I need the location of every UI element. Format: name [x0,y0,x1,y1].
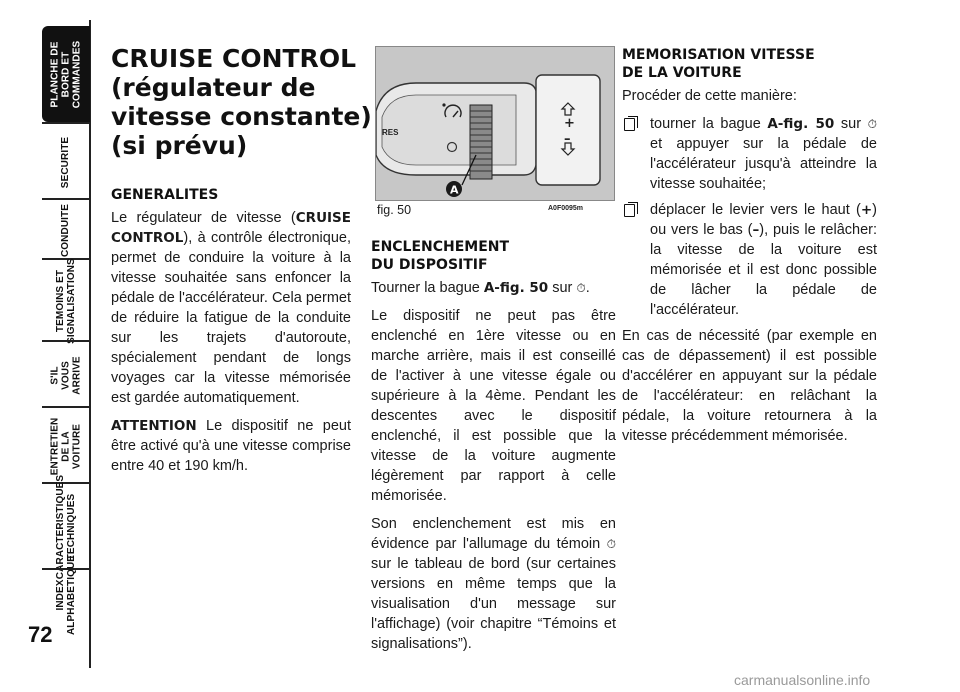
title-line: CRUISE CONTROL [111,44,356,73]
text-run: ) ou vers le bas ( [650,202,877,238]
memorisation-intro: Procéder de cette manière: [622,88,797,104]
tab-label: PLANCHE DE BORD ET COMMANDES [49,40,83,108]
text-run: Tourner la bague [371,280,484,296]
figure-reference: A-fig. 50 [767,116,835,132]
text-run: déplacer le levier vers le haut ( [650,202,861,218]
watermark-logo: carmanualsonline.info [734,672,871,688]
checkbox-bullet-icon [624,118,635,131]
section-heading: ENCLENCHEMENT [371,239,510,255]
enclenchement-paragraph [371,514,616,654]
attention-paragraph [111,416,351,476]
attention-label: ATTENTION [111,418,197,434]
memorisation-paragraph: En cas de nécessité (par exemple en cas de dépassement) il est possible d'accélérer en appuyant sur la pédale de l'accélérateur: en relâchant la pédale, la voiture retournera à la vitesse précédemment mémorisée. [622,328,877,444]
list-item [622,200,877,320]
tab-label: TEMOINS ET SIGNALISATIONS [55,258,78,344]
tab-securite[interactable] [42,122,90,200]
tab-label: CARACTERISTIQUES TECHNIQUES [55,474,78,580]
tab-label: INDEX ALPHABETIQUE [55,554,77,636]
tab-index[interactable] [42,554,90,636]
memorisation-section [622,46,877,454]
text-run: sur [834,116,868,132]
tab-label: S'IL VOUS ARRIVE [49,355,83,395]
callout-a: A [450,183,459,197]
page-title [111,44,372,160]
enclenchement-section [371,238,616,662]
text-run: ), à contrôle électronique, permet de conduire la voiture à la vitesse souhaitée sans enfoncer la pédale de l'accélérateur. Cela permet de réduire la fatigue de la conduite sur les trajets d'autoroute, spécialement pendant de longs voyages car la vitesse mémorisée est gardée automatiquement. [111,230,351,406]
text-run: sur [548,280,577,296]
title-line: vitesse constante) [111,102,372,131]
attention-text: Le dispositif ne peut être activé qu'à une vitesse comprise entre 40 et 190 km/h. [111,418,351,474]
bold-term: CRUISE CONTROL [111,210,351,246]
title-line: (régulateur de [111,73,316,102]
generalites-section [111,186,351,484]
plus-symbol: + [860,202,873,218]
speedometer-icon: ⏱ [867,117,878,131]
minus-symbol: – [752,222,760,238]
section-heading: DE LA VOITURE [622,65,742,81]
speedometer-icon: ⏱ [576,281,586,295]
figure-code: A0F0095m [548,205,584,212]
section-heading: DU DISPOSITIF [371,257,488,273]
tab-label: SECURITE [60,136,72,188]
enclenchement-paragraph [371,278,616,298]
text-run: tourner la bague [650,116,768,132]
figure-caption: fig. 50 [377,203,412,217]
section-heading: MEMORISATION VITESSE [622,47,815,63]
figure-reference: A-fig. 50 [483,280,549,296]
title-line: (si prévu) [111,131,248,160]
tab-label: CONDUITE [60,203,72,257]
text-run: Le régulateur de vitesse ( [111,210,296,226]
tab-conduite[interactable] [42,198,90,260]
text-run: et appuyer sur la pédale de l'accélérateur jusqu'à atteindre la vitesse souhaitée; [650,136,877,192]
memorisation-steps [622,114,877,320]
res-label: RES [382,128,399,137]
cruise-lever-figure [375,46,615,201]
minus-label: – [564,132,571,147]
list-item [622,114,877,194]
tab-entretien[interactable] [42,406,90,484]
section-heading: GENERALITES [111,187,219,203]
text-run: . [585,280,590,296]
tab-label: ENTRETIEN DE LA VOITURE [49,417,83,475]
plus-label: + [564,116,575,131]
speedometer-icon: ⏱ [606,537,616,551]
generalites-paragraph [111,208,351,408]
enclenchement-paragraph: Le dispositif ne peut pas être enclenché en 1ère vitesse ou en marche arrière, mais il est conseillé de l'activer à une vitesse égale ou supérieure à la 4ème. Pendant les descentes avec le dispositif enclenché, il est possible que la vitesse de la voiture augmente légèrement par rapport à celle mémorisée. [371,308,616,504]
tab-sil-vous-arrive[interactable] [42,340,90,408]
text-run: Son enclenchement est mis en évidence par l'allumage du témoin [371,516,616,552]
checkbox-bullet-icon [624,204,635,217]
text-run: sur le tableau de bord (sur certaines versions en même temps que la visualisation d'un message sur l'affichage) (voir chapitre “Témoins et signalisations”). [371,556,616,652]
page-number: 72 [28,622,53,647]
cruise-lever-illustration [376,47,614,200]
tab-temoins[interactable] [42,258,90,342]
tab-planche-de-bord[interactable] [42,26,90,122]
text-run: ), puis le relâcher: la vitesse de la voiture est mémorisée et il est donc possible de lâcher la pédale de l'accélérateur. [650,222,877,318]
chapter-tabs-sidebar [0,0,96,692]
